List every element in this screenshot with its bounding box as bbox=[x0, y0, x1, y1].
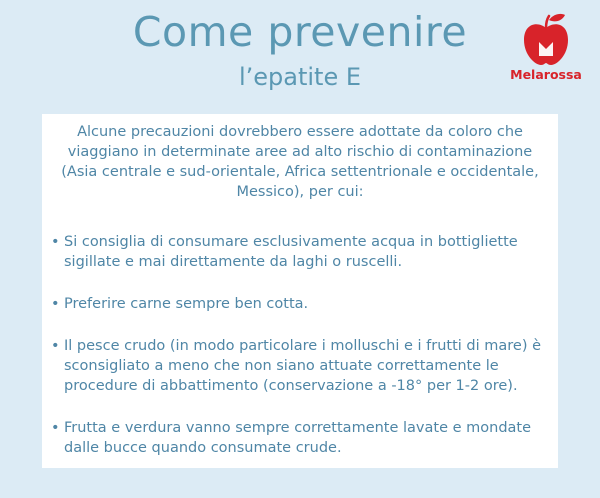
prevention-list bbox=[50, 232, 550, 480]
apple-icon bbox=[516, 12, 576, 68]
list-item-text: Preferire carne sempre ben cotta. bbox=[64, 296, 309, 312]
content-card bbox=[42, 114, 558, 468]
list-item-text: Frutta e verdura vanno sempre correttamente lavate e mondate dalle bucce quando consumate crude. bbox=[64, 420, 532, 456]
intro-text: Alcune precauzioni dovrebbero essere adottate da coloro che viaggiano in determinate aree ad alto rischio di contaminazione (Asia centrale e sud-orientale, Africa settentrionale e occidentale, Messico), per cui: bbox=[61, 124, 539, 200]
page-title: Come prevenire bbox=[132, 8, 468, 56]
list-item-text: Si consiglia di consumare esclusivamente acqua in bottigliette sigillate e mai direttamente da laghi o ruscelli. bbox=[64, 234, 518, 270]
list-item bbox=[50, 294, 550, 314]
bullet-icon: • bbox=[51, 420, 60, 436]
list-item bbox=[50, 232, 550, 272]
brand-name: Melarossa bbox=[510, 67, 582, 82]
bullet-icon: • bbox=[51, 296, 60, 312]
page-subtitle: l’epatite E bbox=[238, 63, 362, 91]
bullet-icon: • bbox=[51, 234, 60, 250]
brand-logo bbox=[506, 12, 586, 92]
bullet-icon: • bbox=[51, 338, 60, 354]
list-item-text: Il pesce crudo (in modo particolare i molluschi e i frutti di mare) è sconsigliato a meno che non siano attuate correttamente le procedure di abbattimento (conservazione a -18° per 1-2 ore). bbox=[64, 338, 542, 394]
list-item bbox=[50, 418, 550, 458]
list-item bbox=[50, 336, 550, 396]
